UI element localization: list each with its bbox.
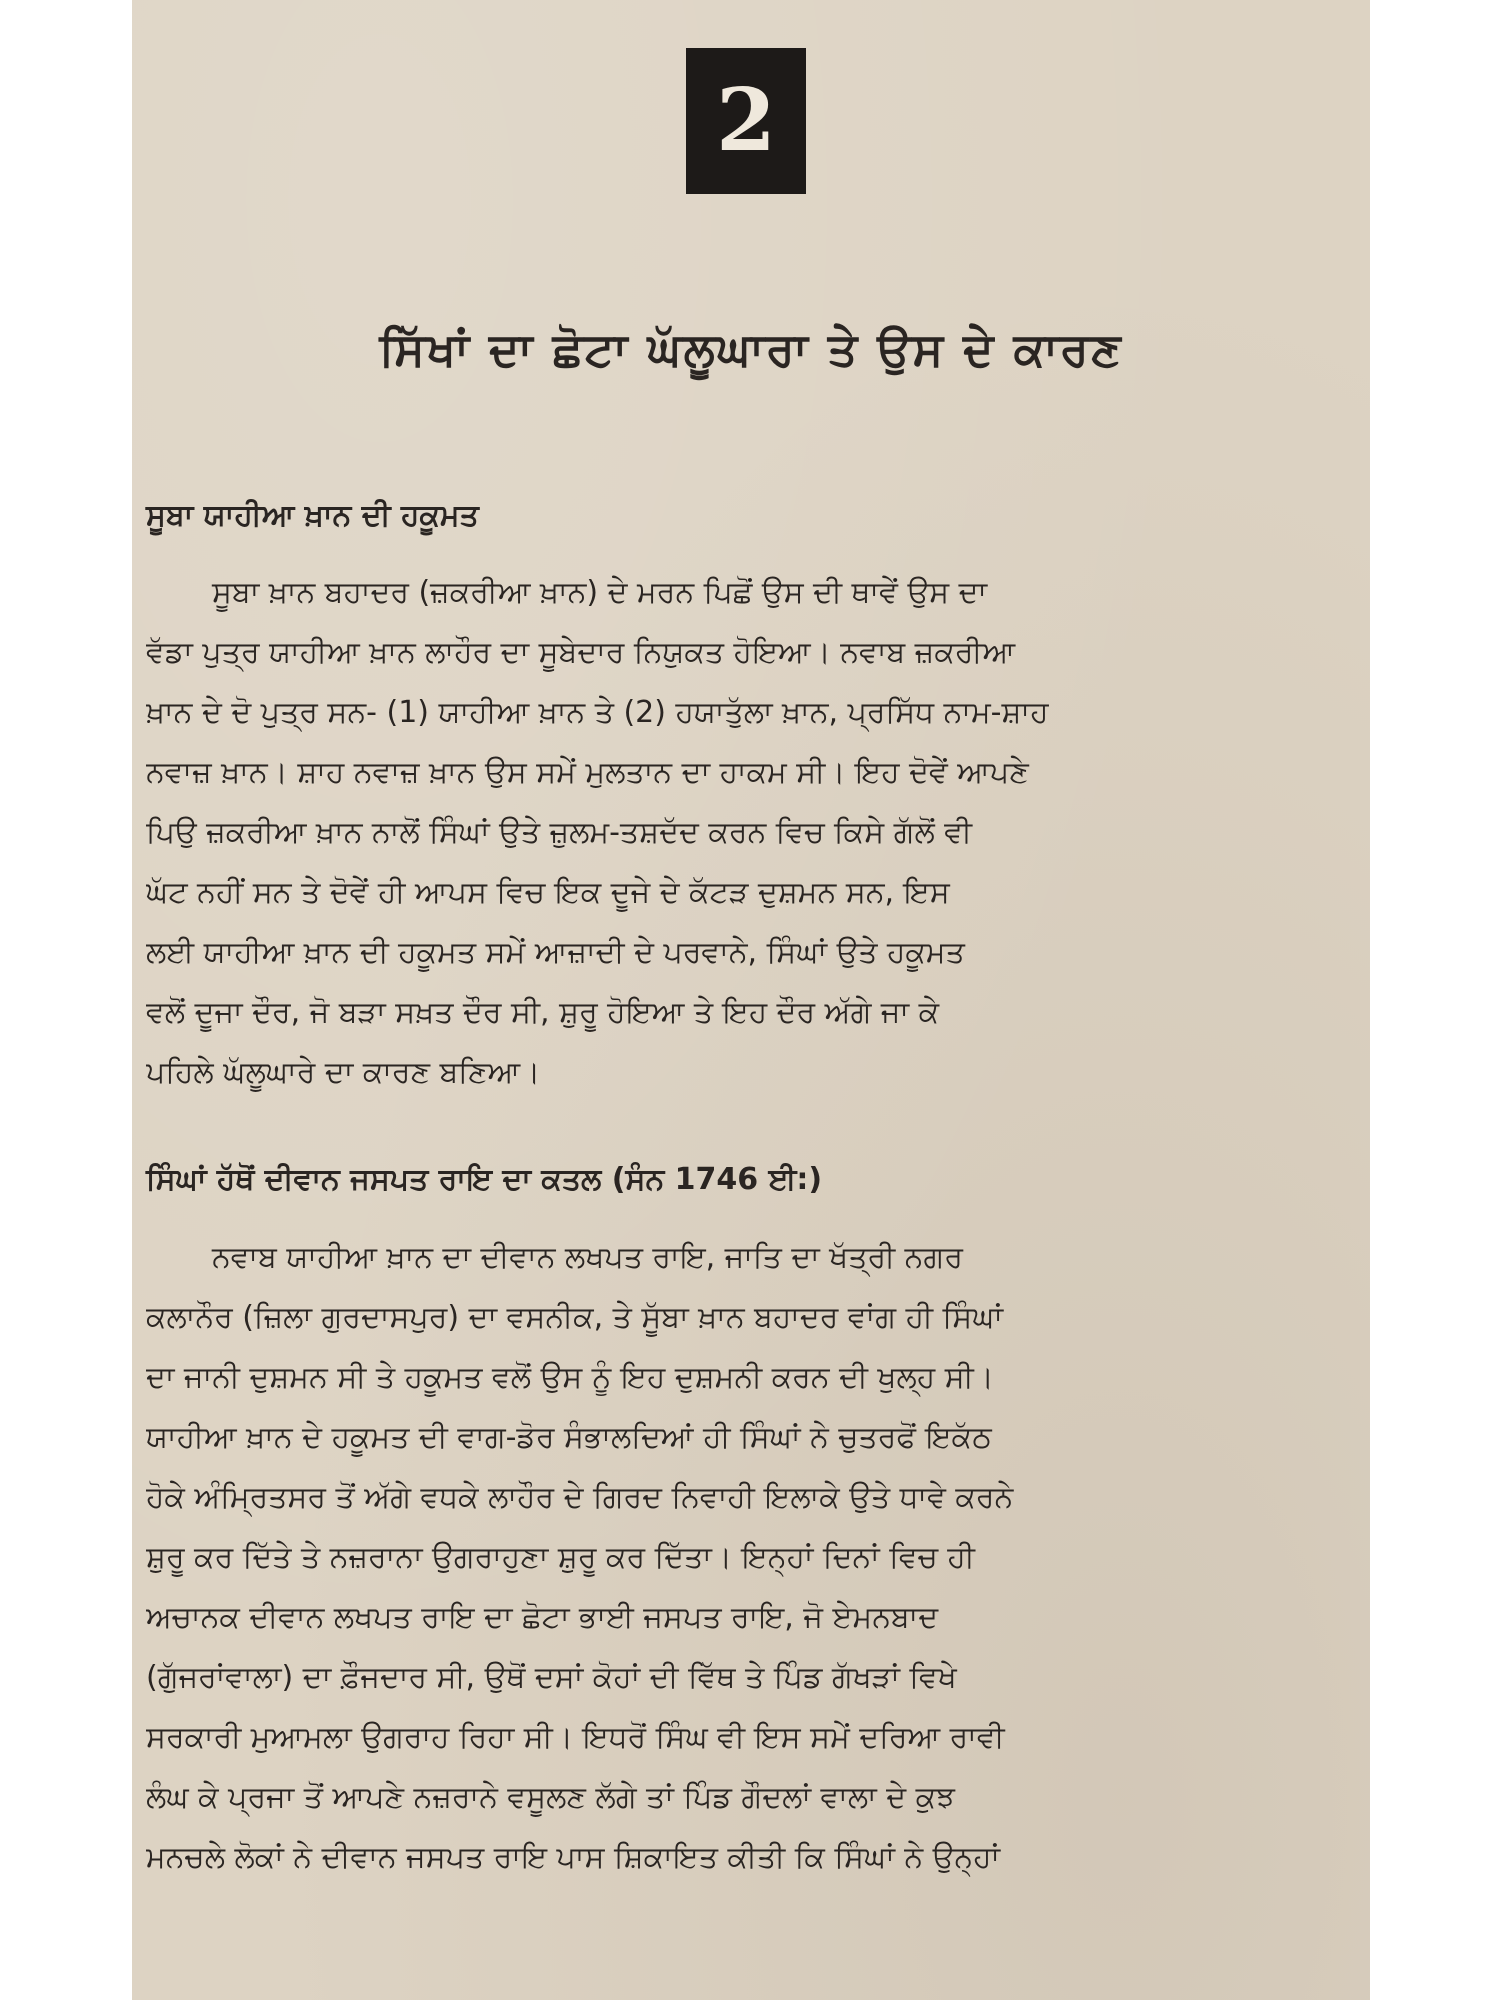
text-line: ਨਵਾਜ਼ ਖ਼ਾਨ। ਸ਼ਾਹ ਨਵਾਜ਼ ਖ਼ਾਨ ਉਸ ਸਮੇਂ ਮੁਲਤਾਨ ਦਾ ਹਾਕਮ ਸੀ। ਇਹ ਦੋਵੇਂ ਆਪਣੇ	[146, 755, 1029, 790]
text-line: ਲੰਘ ਕੇ ਪ੍ਰਜਾ ਤੋਂ ਆਪਣੇ ਨਜ਼ਰਾਨੇ ਵਸੂਲਣ ਲੱਗੇ ਤਾਂ ਪਿੰਡ ਗੌਦਲਾਂ ਵਾਲਾ ਦੇ ਕੁਝ	[146, 1780, 955, 1815]
section-heading: ਸੂਬਾ ਯਾਹੀਆ ਖ਼ਾਨ ਦੀ ਹਕੂਮਤ	[146, 498, 479, 533]
text-line: ਪਿਉ ਜ਼ਕਰੀਆ ਖ਼ਾਨ ਨਾਲੋਂ ਸਿੰਘਾਂ ਉਤੇ ਜ਼ੁਲਮ-ਤਸ਼ਦੱਦ ਕਰਨ ਵਿਚ ਕਿਸੇ ਗੱਲੋਂ ਵੀ	[146, 815, 973, 850]
text-line: ਯਾਹੀਆ ਖ਼ਾਨ ਦੇ ਹਕੂਮਤ ਦੀ ਵਾਗ-ਡੋਰ ਸੰਭਾਲਦਿਆਂ ਹੀ ਸਿੰਘਾਂ ਨੇ ਚੁਤਰਫੋਂ ਇਕੱਠ	[146, 1420, 992, 1455]
text-line: ਕਲਾਨੌਰ (ਜ਼ਿਲਾ ਗੁਰਦਾਸਪੁਰ) ਦਾ ਵਸਨੀਕ, ਤੇ ਸੂੱਬਾ ਖ਼ਾਨ ਬਹਾਦਰ ਵਾਂਗ ਹੀ ਸਿੰਘਾਂ	[146, 1300, 1004, 1335]
text-line: ਲਈ ਯਾਹੀਆ ਖ਼ਾਨ ਦੀ ਹਕੂਮਤ ਸਮੇਂ ਆਜ਼ਾਦੀ ਦੇ ਪਰਵਾਨੇ, ਸਿੰਘਾਂ ਉਤੇ ਹਕੂਮਤ	[146, 935, 965, 970]
text-line: ਸ਼ੁਰੂ ਕਰ ਦਿੱਤੇ ਤੇ ਨਜ਼ਰਾਨਾ ਉਗਰਾਹੁਣਾ ਸ਼ੁਰੂ ਕਰ ਦਿੱਤਾ। ਇਨ੍ਹਾਂ ਦਿਨਾਂ ਵਿਚ ਹੀ	[146, 1540, 975, 1575]
section-paragraph	[146, 1228, 1344, 1888]
section-heading: ਸਿੰਘਾਂ ਹੱਥੋਂ ਦੀਵਾਨ ਜਸਪਤ ਰਾਇ ਦਾ ਕਤਲ (ਸੰਨ 1746 ਈ:)	[146, 1162, 823, 1197]
text-line: ਖ਼ਾਨ ਦੇ ਦੋ ਪੁਤ੍ਰ ਸਨ- (1) ਯਾਹੀਆ ਖ਼ਾਨ ਤੇ (2) ਹਯਾਤੁੱਲਾ ਖ਼ਾਨ, ਪ੍ਰਸਿੱਧ ਨਾਮ-ਸ਼ਾਹ	[146, 695, 1049, 730]
text-line: ਸੂਬਾ ਖ਼ਾਨ ਬਹਾਦਰ (ਜ਼ਕਰੀਆ ਖ਼ਾਨ) ਦੇ ਮਰਨ ਪਿਛੋਂ ਉਸ ਦੀ ਥਾਵੇਂ ਉਸ ਦਾ	[212, 575, 988, 610]
text-line: ਦਾ ਜਾਨੀ ਦੁਸ਼ਮਨ ਸੀ ਤੇ ਹਕੂਮਤ ਵਲੋਂ ਉਸ ਨੂੰ ਇਹ ਦੁਸ਼ਮਨੀ ਕਰਨ ਦੀ ਖੁਲ੍ਹ ਸੀ।	[146, 1360, 994, 1395]
book-page	[132, 0, 1370, 2000]
text-line: ਅਚਾਨਕ ਦੀਵਾਨ ਲਖਪਤ ਰਾਇ ਦਾ ਛੋਟਾ ਭਾਈ ਜਸਪਤ ਰਾਇ, ਜੋ ਏਮਨਬਾਦ	[146, 1600, 939, 1635]
text-line: ਘੱਟ ਨਹੀਂ ਸਨ ਤੇ ਦੋਵੇਂ ਹੀ ਆਪਸ ਵਿਚ ਇਕ ਦੂਜੇ ਦੇ ਕੱਟੜ ਦੁਸ਼ਮਨ ਸਨ, ਇਸ	[146, 875, 950, 910]
text-line: ਹੋਕੇ ਅੰਮ੍ਰਿਤਸਰ ਤੋਂ ਅੱਗੇ ਵਧਕੇ ਲਾਹੌਰ ਦੇ ਗਿਰਦ ਨਿਵਾਹੀ ਇਲਾਕੇ ਉਤੇ ਧਾਵੇ ਕਰਨੇ	[146, 1480, 1014, 1515]
chapter-title: ਸਿੱਖਾਂ ਦਾ ਛੋਟਾ ਘੱਲੂਘਾਰਾ ਤੇ ਉਸ ਦੇ ਕਾਰਣ	[379, 322, 1123, 376]
text-line: ਮਨਚਲੇ ਲੋਕਾਂ ਨੇ ਦੀਵਾਨ ਜਸਪਤ ਰਾਇ ਪਾਸ ਸ਼ਿਕਾਇਤ ਕੀਤੀ ਕਿ ਸਿੰਘਾਂ ਨੇ ਉਨ੍ਹਾਂ	[146, 1840, 1001, 1875]
text-line: ਪਹਿਲੇ ਘੱਲੂਘਾਰੇ ਦਾ ਕਾਰਣ ਬਣਿਆ।	[146, 1055, 541, 1090]
text-line: ਵੱਡਾ ਪੁਤ੍ਰ ਯਾਹੀਆ ਖ਼ਾਨ ਲਾਹੌਰ ਦਾ ਸੂਬੇਦਾਰ ਨਿਯੁਕਤ ਹੋਇਆ। ਨਵਾਬ ਜ਼ਕਰੀਆ	[146, 635, 1016, 670]
chapter-number: 2	[686, 48, 806, 194]
text-line: (ਗੁੱਜਰਾਂਵਾਲਾ) ਦਾ ਫ਼ੌਜਦਾਰ ਸੀ, ਉਥੋਂ ਦਸਾਂ ਕੋਹਾਂ ਦੀ ਵਿੱਥ ਤੇ ਪਿੰਡ ਗੱਖੜਾਂ ਵਿਖੇ	[146, 1660, 957, 1695]
text-line: ਨਵਾਬ ਯਾਹੀਆ ਖ਼ਾਨ ਦਾ ਦੀਵਾਨ ਲਖਪਤ ਰਾਇ, ਜਾਤਿ ਦਾ ਖੱਤ੍ਰੀ ਨਗਰ	[212, 1240, 963, 1275]
text-line: ਵਲੋਂ ਦੂਜਾ ਦੌਰ, ਜੋ ਬੜਾ ਸਖ਼ਤ ਦੌਰ ਸੀ, ਸ਼ੁਰੂ ਹੋਇਆ ਤੇ ਇਹ ਦੌਰ ਅੱਗੇ ਜਾ ਕੇ	[146, 995, 940, 1030]
section-paragraph	[146, 563, 1344, 1103]
text-line: ਸਰਕਾਰੀ ਮੁਆਮਲਾ ਉਗਰਾਹ ਰਿਹਾ ਸੀ। ਇਧਰੋਂ ਸਿੰਘ ਵੀ ਇਸ ਸਮੇਂ ਦਰਿਆ ਰਾਵੀ	[146, 1720, 1005, 1755]
